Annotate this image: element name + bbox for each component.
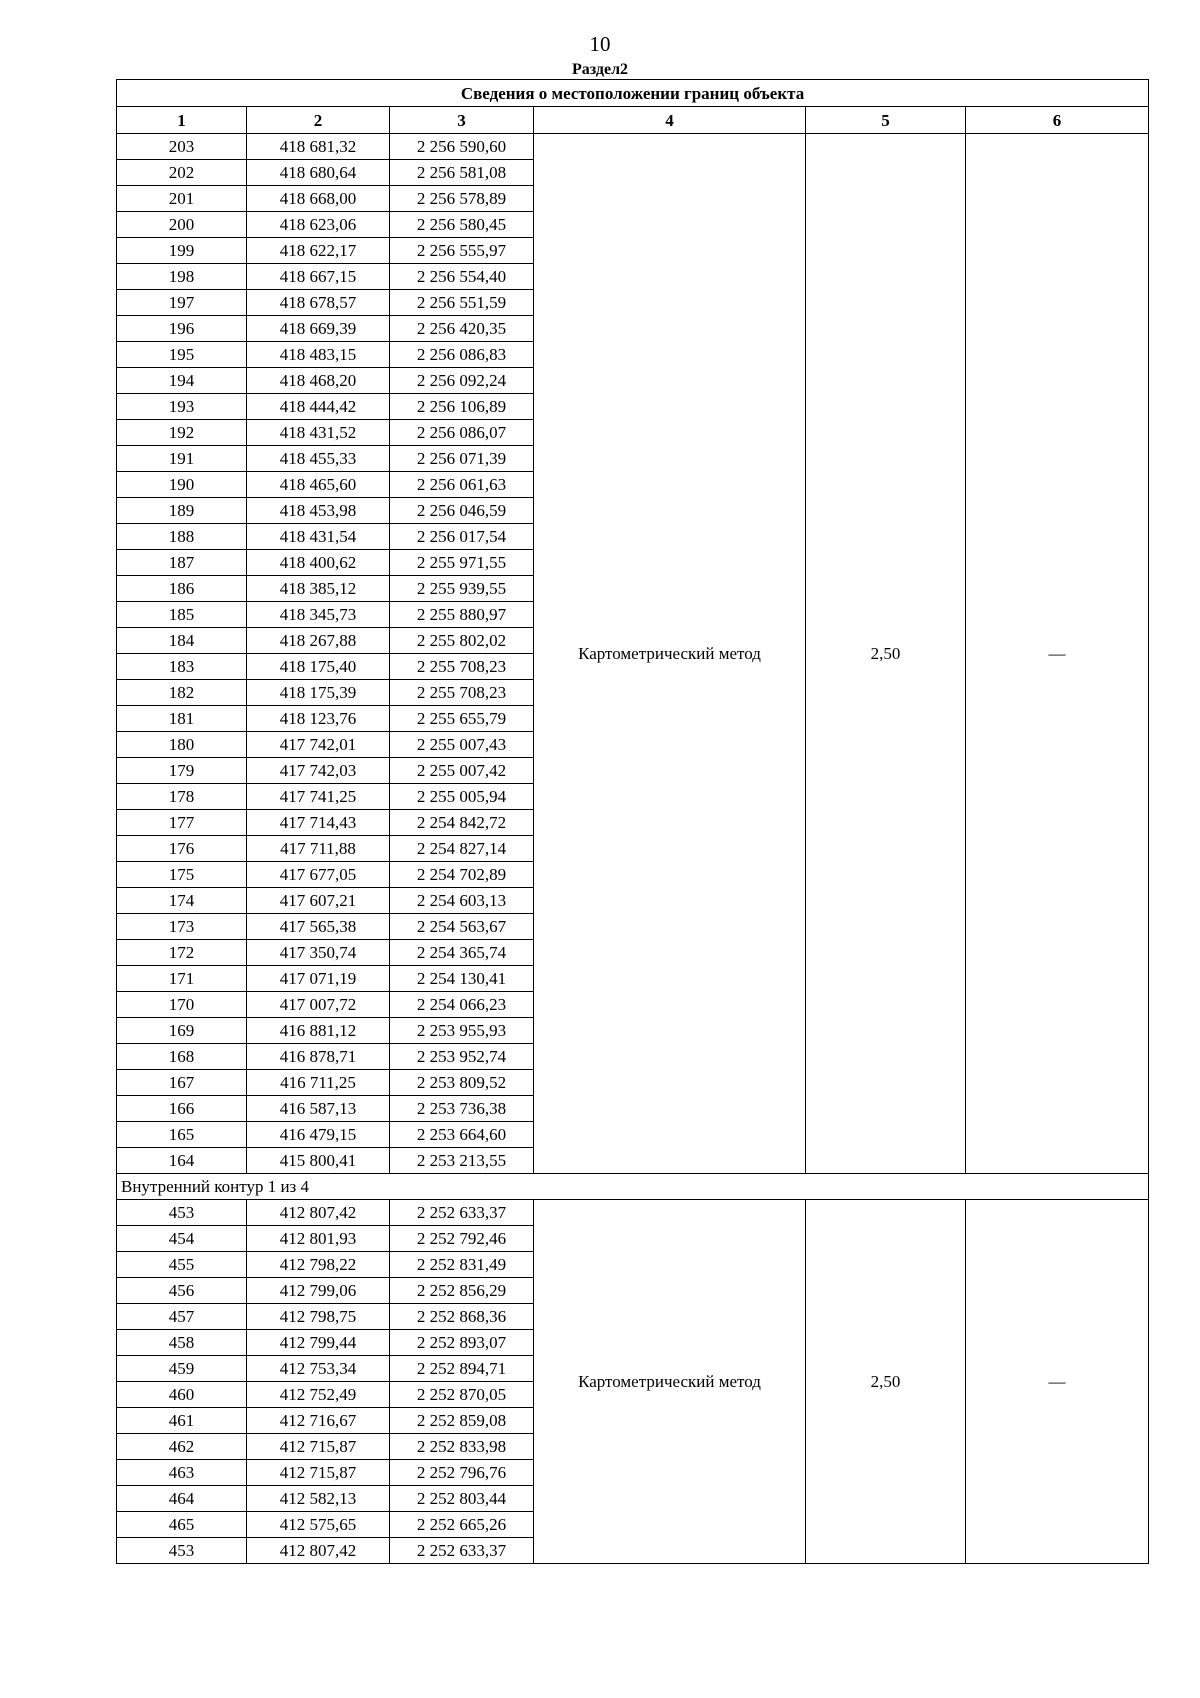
y-coordinate-cell: 2 252 792,46: [390, 1226, 534, 1252]
section-label: Раздел2: [571, 61, 629, 78]
contour-label: Внутренний контур 1 из 4: [117, 1174, 1149, 1200]
point-number-cell: 172: [117, 940, 247, 966]
y-coordinate-cell: 2 252 633,37: [390, 1538, 534, 1564]
column-header: 3: [390, 107, 534, 134]
point-number-cell: 176: [117, 836, 247, 862]
x-coordinate-cell: 412 799,06: [247, 1278, 390, 1304]
x-coordinate-cell: 417 071,19: [247, 966, 390, 992]
y-coordinate-cell: 2 255 655,79: [390, 706, 534, 732]
table-title-row: [117, 80, 1149, 107]
x-coordinate-cell: 417 742,03: [247, 758, 390, 784]
x-coordinate-cell: 418 400,62: [247, 550, 390, 576]
y-coordinate-cell: 2 254 842,72: [390, 810, 534, 836]
x-coordinate-cell: 418 431,54: [247, 524, 390, 550]
y-coordinate-cell: 2 254 702,89: [390, 862, 534, 888]
accuracy-cell: 2,50: [806, 134, 966, 1174]
point-number-cell: 455: [117, 1252, 247, 1278]
boundary-table: [116, 79, 1149, 1564]
table-body: [117, 80, 1149, 1564]
point-number-cell: 202: [117, 160, 247, 186]
description-cell: —: [966, 134, 1149, 1174]
point-number-cell: 185: [117, 602, 247, 628]
x-coordinate-cell: 418 468,20: [247, 368, 390, 394]
point-number-cell: 183: [117, 654, 247, 680]
point-number-cell: 456: [117, 1278, 247, 1304]
point-number-cell: 199: [117, 238, 247, 264]
point-number-cell: 181: [117, 706, 247, 732]
y-coordinate-cell: 2 256 554,40: [390, 264, 534, 290]
x-coordinate-cell: 417 711,88: [247, 836, 390, 862]
y-coordinate-cell: 2 255 708,23: [390, 654, 534, 680]
y-coordinate-cell: 2 255 007,43: [390, 732, 534, 758]
x-coordinate-cell: 412 575,65: [247, 1512, 390, 1538]
x-coordinate-cell: 418 123,76: [247, 706, 390, 732]
point-number-cell: 198: [117, 264, 247, 290]
point-number-cell: 169: [117, 1018, 247, 1044]
x-coordinate-cell: 412 716,67: [247, 1408, 390, 1434]
point-number-cell: 465: [117, 1512, 247, 1538]
x-coordinate-cell: 412 582,13: [247, 1486, 390, 1512]
point-number-cell: 462: [117, 1434, 247, 1460]
y-coordinate-cell: 2 252 633,37: [390, 1200, 534, 1226]
y-coordinate-cell: 2 254 365,74: [390, 940, 534, 966]
x-coordinate-cell: 416 587,13: [247, 1096, 390, 1122]
x-coordinate-cell: 418 385,12: [247, 576, 390, 602]
x-coordinate-cell: 412 801,93: [247, 1226, 390, 1252]
x-coordinate-cell: 412 753,34: [247, 1356, 390, 1382]
x-coordinate-cell: 418 483,15: [247, 342, 390, 368]
x-coordinate-cell: 417 741,25: [247, 784, 390, 810]
point-number-cell: 453: [117, 1538, 247, 1564]
point-number-cell: 189: [117, 498, 247, 524]
x-coordinate-cell: 416 711,25: [247, 1070, 390, 1096]
x-coordinate-cell: 415 800,41: [247, 1148, 390, 1174]
point-number-cell: 460: [117, 1382, 247, 1408]
point-number-cell: 197: [117, 290, 247, 316]
x-coordinate-cell: 418 175,39: [247, 680, 390, 706]
y-coordinate-cell: 2 256 086,83: [390, 342, 534, 368]
x-coordinate-cell: 417 607,21: [247, 888, 390, 914]
x-coordinate-cell: 418 345,73: [247, 602, 390, 628]
y-coordinate-cell: 2 255 880,97: [390, 602, 534, 628]
y-coordinate-cell: 2 255 007,42: [390, 758, 534, 784]
y-coordinate-cell: 2 256 106,89: [390, 394, 534, 420]
y-coordinate-cell: 2 254 563,67: [390, 914, 534, 940]
point-number-cell: 175: [117, 862, 247, 888]
x-coordinate-cell: 418 453,98: [247, 498, 390, 524]
point-number-cell: 195: [117, 342, 247, 368]
point-number-cell: 454: [117, 1226, 247, 1252]
point-number-cell: 179: [117, 758, 247, 784]
column-header: 5: [806, 107, 966, 134]
y-coordinate-cell: 2 252 868,36: [390, 1304, 534, 1330]
y-coordinate-cell: 2 255 005,94: [390, 784, 534, 810]
x-coordinate-cell: 417 350,74: [247, 940, 390, 966]
y-coordinate-cell: 2 256 590,60: [390, 134, 534, 160]
y-coordinate-cell: 2 256 555,97: [390, 238, 534, 264]
point-number-cell: 164: [117, 1148, 247, 1174]
point-number-cell: 200: [117, 212, 247, 238]
point-number-cell: 458: [117, 1330, 247, 1356]
column-header-row: [117, 107, 1149, 134]
column-header: 6: [966, 107, 1149, 134]
point-number-cell: 187: [117, 550, 247, 576]
point-number-cell: 167: [117, 1070, 247, 1096]
y-coordinate-cell: 2 255 971,55: [390, 550, 534, 576]
point-number-cell: 184: [117, 628, 247, 654]
point-number-cell: 173: [117, 914, 247, 940]
point-number-cell: 177: [117, 810, 247, 836]
y-coordinate-cell: 2 256 071,39: [390, 446, 534, 472]
point-number-cell: 453: [117, 1200, 247, 1226]
column-header: 4: [534, 107, 806, 134]
contour-row: [117, 1174, 1149, 1200]
accuracy-cell: 2,50: [806, 1200, 966, 1564]
page-number: 10: [589, 32, 611, 56]
x-coordinate-cell: 417 677,05: [247, 862, 390, 888]
point-number-cell: 174: [117, 888, 247, 914]
x-coordinate-cell: 418 267,88: [247, 628, 390, 654]
y-coordinate-cell: 2 256 046,59: [390, 498, 534, 524]
point-number-cell: 461: [117, 1408, 247, 1434]
x-coordinate-cell: 418 681,32: [247, 134, 390, 160]
point-number-cell: 457: [117, 1304, 247, 1330]
x-coordinate-cell: 416 881,12: [247, 1018, 390, 1044]
y-coordinate-cell: 2 254 066,23: [390, 992, 534, 1018]
y-coordinate-cell: 2 253 213,55: [390, 1148, 534, 1174]
point-number-cell: 178: [117, 784, 247, 810]
y-coordinate-cell: 2 253 955,93: [390, 1018, 534, 1044]
point-number-cell: 463: [117, 1460, 247, 1486]
x-coordinate-cell: 416 878,71: [247, 1044, 390, 1070]
x-coordinate-cell: 417 007,72: [247, 992, 390, 1018]
x-coordinate-cell: 418 444,42: [247, 394, 390, 420]
x-coordinate-cell: 412 798,75: [247, 1304, 390, 1330]
x-coordinate-cell: 418 455,33: [247, 446, 390, 472]
method-cell: Картометрический метод: [534, 134, 806, 1174]
y-coordinate-cell: 2 252 831,49: [390, 1252, 534, 1278]
y-coordinate-cell: 2 253 736,38: [390, 1096, 534, 1122]
point-number-cell: 191: [117, 446, 247, 472]
x-coordinate-cell: 418 623,06: [247, 212, 390, 238]
table-title: Сведения о местоположении границ объекта: [117, 80, 1149, 107]
y-coordinate-cell: 2 253 952,74: [390, 1044, 534, 1070]
y-coordinate-cell: 2 256 086,07: [390, 420, 534, 446]
column-header: 2: [247, 107, 390, 134]
y-coordinate-cell: 2 253 809,52: [390, 1070, 534, 1096]
y-coordinate-cell: 2 252 859,08: [390, 1408, 534, 1434]
y-coordinate-cell: 2 256 017,54: [390, 524, 534, 550]
table-row: [117, 134, 1149, 160]
y-coordinate-cell: 2 252 894,71: [390, 1356, 534, 1382]
point-number-cell: 201: [117, 186, 247, 212]
y-coordinate-cell: 2 255 802,02: [390, 628, 534, 654]
y-coordinate-cell: 2 252 665,26: [390, 1512, 534, 1538]
x-coordinate-cell: 417 565,38: [247, 914, 390, 940]
x-coordinate-cell: 418 465,60: [247, 472, 390, 498]
x-coordinate-cell: 412 752,49: [247, 1382, 390, 1408]
y-coordinate-cell: 2 255 939,55: [390, 576, 534, 602]
y-coordinate-cell: 2 252 870,05: [390, 1382, 534, 1408]
y-coordinate-cell: 2 256 092,24: [390, 368, 534, 394]
y-coordinate-cell: 2 252 833,98: [390, 1434, 534, 1460]
x-coordinate-cell: 418 431,52: [247, 420, 390, 446]
point-number-cell: 190: [117, 472, 247, 498]
table-row: [117, 1200, 1149, 1226]
x-coordinate-cell: 412 715,87: [247, 1434, 390, 1460]
y-coordinate-cell: 2 252 803,44: [390, 1486, 534, 1512]
point-number-cell: 188: [117, 524, 247, 550]
y-coordinate-cell: 2 256 061,63: [390, 472, 534, 498]
y-coordinate-cell: 2 254 603,13: [390, 888, 534, 914]
y-coordinate-cell: 2 256 580,45: [390, 212, 534, 238]
point-number-cell: 464: [117, 1486, 247, 1512]
point-number-cell: 165: [117, 1122, 247, 1148]
x-coordinate-cell: 418 669,39: [247, 316, 390, 342]
x-coordinate-cell: 412 807,42: [247, 1538, 390, 1564]
point-number-cell: 170: [117, 992, 247, 1018]
column-header: 1: [117, 107, 247, 134]
y-coordinate-cell: 2 254 130,41: [390, 966, 534, 992]
y-coordinate-cell: 2 253 664,60: [390, 1122, 534, 1148]
y-coordinate-cell: 2 252 856,29: [390, 1278, 534, 1304]
point-number-cell: 171: [117, 966, 247, 992]
y-coordinate-cell: 2 255 708,23: [390, 680, 534, 706]
method-cell: Картометрический метод: [534, 1200, 806, 1564]
x-coordinate-cell: 417 742,01: [247, 732, 390, 758]
x-coordinate-cell: 418 668,00: [247, 186, 390, 212]
y-coordinate-cell: 2 252 796,76: [390, 1460, 534, 1486]
x-coordinate-cell: 418 175,40: [247, 654, 390, 680]
x-coordinate-cell: 417 714,43: [247, 810, 390, 836]
point-number-cell: 180: [117, 732, 247, 758]
x-coordinate-cell: 412 807,42: [247, 1200, 390, 1226]
y-coordinate-cell: 2 252 893,07: [390, 1330, 534, 1356]
point-number-cell: 196: [117, 316, 247, 342]
point-number-cell: 166: [117, 1096, 247, 1122]
x-coordinate-cell: 412 715,87: [247, 1460, 390, 1486]
y-coordinate-cell: 2 254 827,14: [390, 836, 534, 862]
x-coordinate-cell: 418 680,64: [247, 160, 390, 186]
x-coordinate-cell: 418 667,15: [247, 264, 390, 290]
x-coordinate-cell: 412 799,44: [247, 1330, 390, 1356]
point-number-cell: 193: [117, 394, 247, 420]
y-coordinate-cell: 2 256 578,89: [390, 186, 534, 212]
y-coordinate-cell: 2 256 420,35: [390, 316, 534, 342]
point-number-cell: 168: [117, 1044, 247, 1070]
point-number-cell: 192: [117, 420, 247, 446]
x-coordinate-cell: 418 622,17: [247, 238, 390, 264]
x-coordinate-cell: 418 678,57: [247, 290, 390, 316]
point-number-cell: 194: [117, 368, 247, 394]
point-number-cell: 203: [117, 134, 247, 160]
x-coordinate-cell: 412 798,22: [247, 1252, 390, 1278]
x-coordinate-cell: 416 479,15: [247, 1122, 390, 1148]
point-number-cell: 186: [117, 576, 247, 602]
description-cell: —: [966, 1200, 1149, 1564]
point-number-cell: 182: [117, 680, 247, 706]
y-coordinate-cell: 2 256 551,59: [390, 290, 534, 316]
point-number-cell: 459: [117, 1356, 247, 1382]
y-coordinate-cell: 2 256 581,08: [390, 160, 534, 186]
